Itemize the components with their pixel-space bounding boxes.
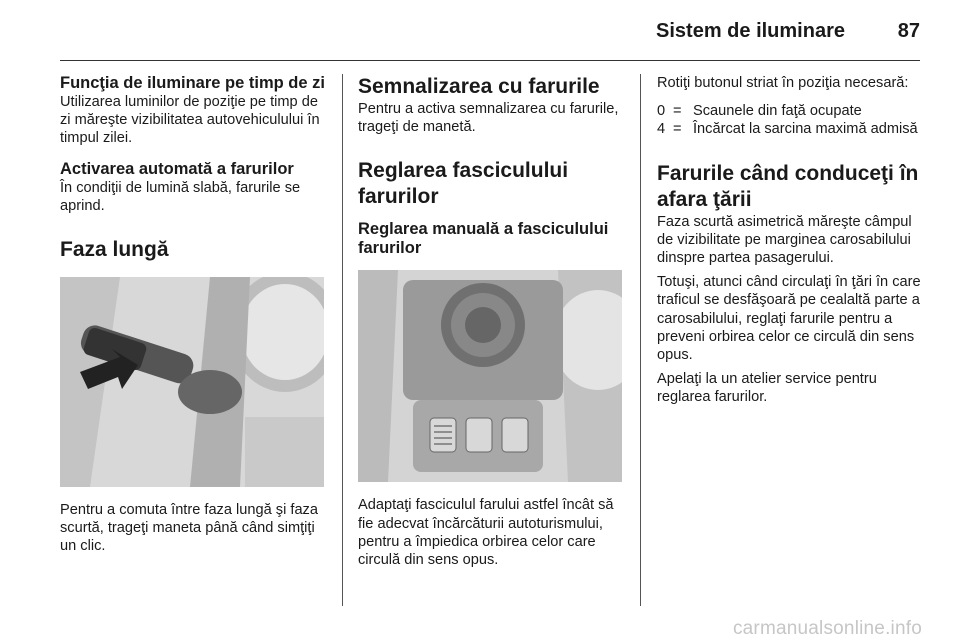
control-panel-illustration: [358, 270, 622, 482]
text-rotate-knob: Rotiţi butonul striat în poziţia necesară:: [657, 75, 909, 91]
heading-manual-range: Reglarea manuală a fasciculului farurilor: [358, 220, 609, 258]
text-abroad-1: Faza scurtă asimetrică măreşte câmpul de vizibilitate pe marginea carosabilului dinspre partea pasagerului.: [657, 213, 912, 267]
list-item: 0 = Scaunele din faţă ocupate: [657, 103, 862, 120]
page-header: [60, 0, 920, 61]
list-item: 4 = Încărcat la sarcina maximă admisă: [657, 121, 918, 138]
text-headlight-flash: Pentru a activa semnalizarea cu farurile, trageţi de manetă.: [358, 101, 619, 136]
heading-daylight: Funcţia de iluminare pe timp de zi: [60, 74, 325, 92]
heading-auto-activation: Activarea automată a farurilor: [60, 159, 294, 178]
page-number: 87: [897, 20, 920, 42]
text-abroad-2: Totuşi, atunci când circulaţi în ţări în care traficul se desfăşoară pe cealaltă parte a carosabilului, reglaţi farurile pentru a preveni orbirea celor ce circulă din sens opus.: [657, 274, 921, 364]
column-2: [358, 74, 624, 569]
text-high-beam: Pentru a comuta între faza lungă şi faza scurtă, trageţi maneta până când simţiţi un clic.: [60, 502, 318, 555]
high-beam-stalk-image: [60, 277, 324, 487]
column-3: [657, 74, 923, 407]
column-divider-2: [640, 74, 641, 606]
heading-abroad: Farurile când conduceţi în afara ţării: [657, 161, 919, 211]
text-abroad-3: Apelaţi la un atelier service pentru reglarea farurilor.: [657, 371, 877, 406]
heading-headlight-flash: Semnalizarea cu farurile: [358, 75, 600, 98]
text-auto-activation: În condiţii de lumină slabă, farurile se aprind.: [60, 179, 301, 214]
column-divider-1: [342, 74, 343, 606]
column-1: [60, 74, 326, 556]
stalk-illustration: [60, 277, 324, 487]
heading-high-beam: Faza lungă: [60, 238, 169, 262]
heading-headlight-range: Reglarea fasciculului farurilor: [358, 159, 569, 209]
watermark: carmanualsonline.info: [732, 618, 922, 639]
text-daylight: Utilizarea luminilor de poziţie pe timp de zi măreşte vizibilitatea autovehiculului în timpul zilei.: [60, 94, 320, 147]
headlight-range-control-image: [358, 270, 622, 482]
section-title: Sistem de iluminare: [656, 20, 845, 42]
text-manual-range: Adaptaţi fasciculul farului astfel încât să fie adecvat încărcăturii autoturismului, pentru a împiedica orbirea celor care circulă din sens opus.: [358, 497, 614, 569]
